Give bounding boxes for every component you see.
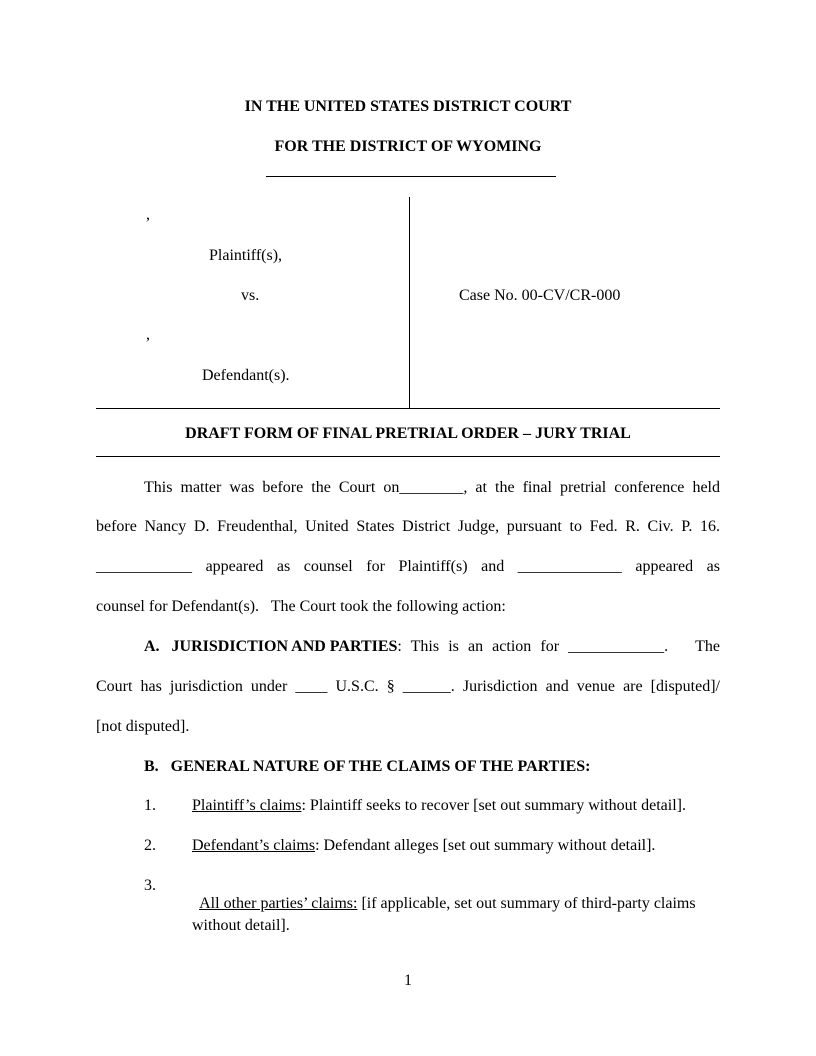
word: appeared (205, 558, 264, 575)
document-title: DRAFT FORM OF FINAL PRETRIAL ORDER – JURY TRIAL (185, 425, 631, 442)
other-claims-text: [if applicable, set out summary of third-party claims (357, 895, 696, 912)
section-a-heading: A. JURISDICTION AND PARTIES (144, 638, 398, 655)
other-claims-text-cont: without detail]. (192, 917, 290, 934)
section-a-text: : This is an action for ____________. The (397, 638, 720, 655)
word: as (276, 558, 291, 575)
caption-bottom-rule (96, 408, 720, 409)
plaintiff-claims-text: : Plaintiff seeks to recover [set out summary without detail]. (301, 797, 686, 814)
other-claims-label: All other parties’ claims: (199, 895, 358, 912)
plaintiff-label: Plaintiff(s), (209, 247, 283, 264)
plaintiff-claims-label: Plaintiff’s claims (192, 797, 302, 814)
versus: vs. (241, 287, 260, 304)
section-a-line-3: [not disputed]. (96, 718, 190, 735)
defendant-claims-label: Defendant’s claims (192, 837, 316, 854)
case-number: Case No. 00-CV/CR-000 (459, 287, 621, 304)
word: and (481, 558, 505, 575)
section-a-line-1 (144, 638, 720, 656)
list-item-number: 1. (144, 797, 156, 814)
plaintiff-name-blank: , (146, 206, 150, 223)
list-item (192, 877, 696, 913)
court-name: IN THE UNITED STATES DISTRICT COURT (244, 98, 572, 115)
section-a-line-2: Court has jurisdiction under ____ U.S.C. § ______. Jurisdiction and venue are [disputed]/ (96, 678, 720, 695)
word: counsel (303, 558, 353, 575)
page-number: 1 (404, 972, 412, 989)
word: appeared (635, 558, 694, 575)
intro-line-1: This matter was before the Court on________, at the final pretrial conference held (144, 479, 720, 496)
header-rule (266, 176, 556, 177)
intro-line-2: before Nancy D. Freudenthal, United States District Judge, pursuant to Fed. R. Civ. P. 16. (96, 518, 720, 535)
list-item (192, 797, 686, 815)
word: Plaintiff(s) (398, 558, 468, 575)
intro-line-3 (96, 558, 720, 576)
section-b-heading: B. GENERAL NATURE OF THE CLAIMS OF THE PARTIES: (144, 758, 591, 775)
list-item-number: 3. (144, 877, 156, 894)
defendant-claims-text: : Defendant alleges [set out summary without detail]. (315, 837, 656, 854)
list-item-number: 2. (144, 837, 156, 854)
word: as (706, 558, 720, 575)
defendant-name-blank: , (146, 326, 150, 343)
word: for (366, 558, 385, 575)
intro-line-4: counsel for Defendant(s). The Court took the following action: (96, 598, 506, 615)
court-district: FOR THE DISTRICT OF WYOMING (274, 138, 542, 155)
list-item (192, 837, 655, 855)
defendant-label: Defendant(s). (202, 367, 290, 384)
plaintiff-counsel-blank: ____________ (96, 558, 192, 575)
defendant-counsel-blank: _____________ (517, 558, 622, 575)
caption-divider (409, 197, 410, 408)
title-rule (96, 456, 720, 457)
